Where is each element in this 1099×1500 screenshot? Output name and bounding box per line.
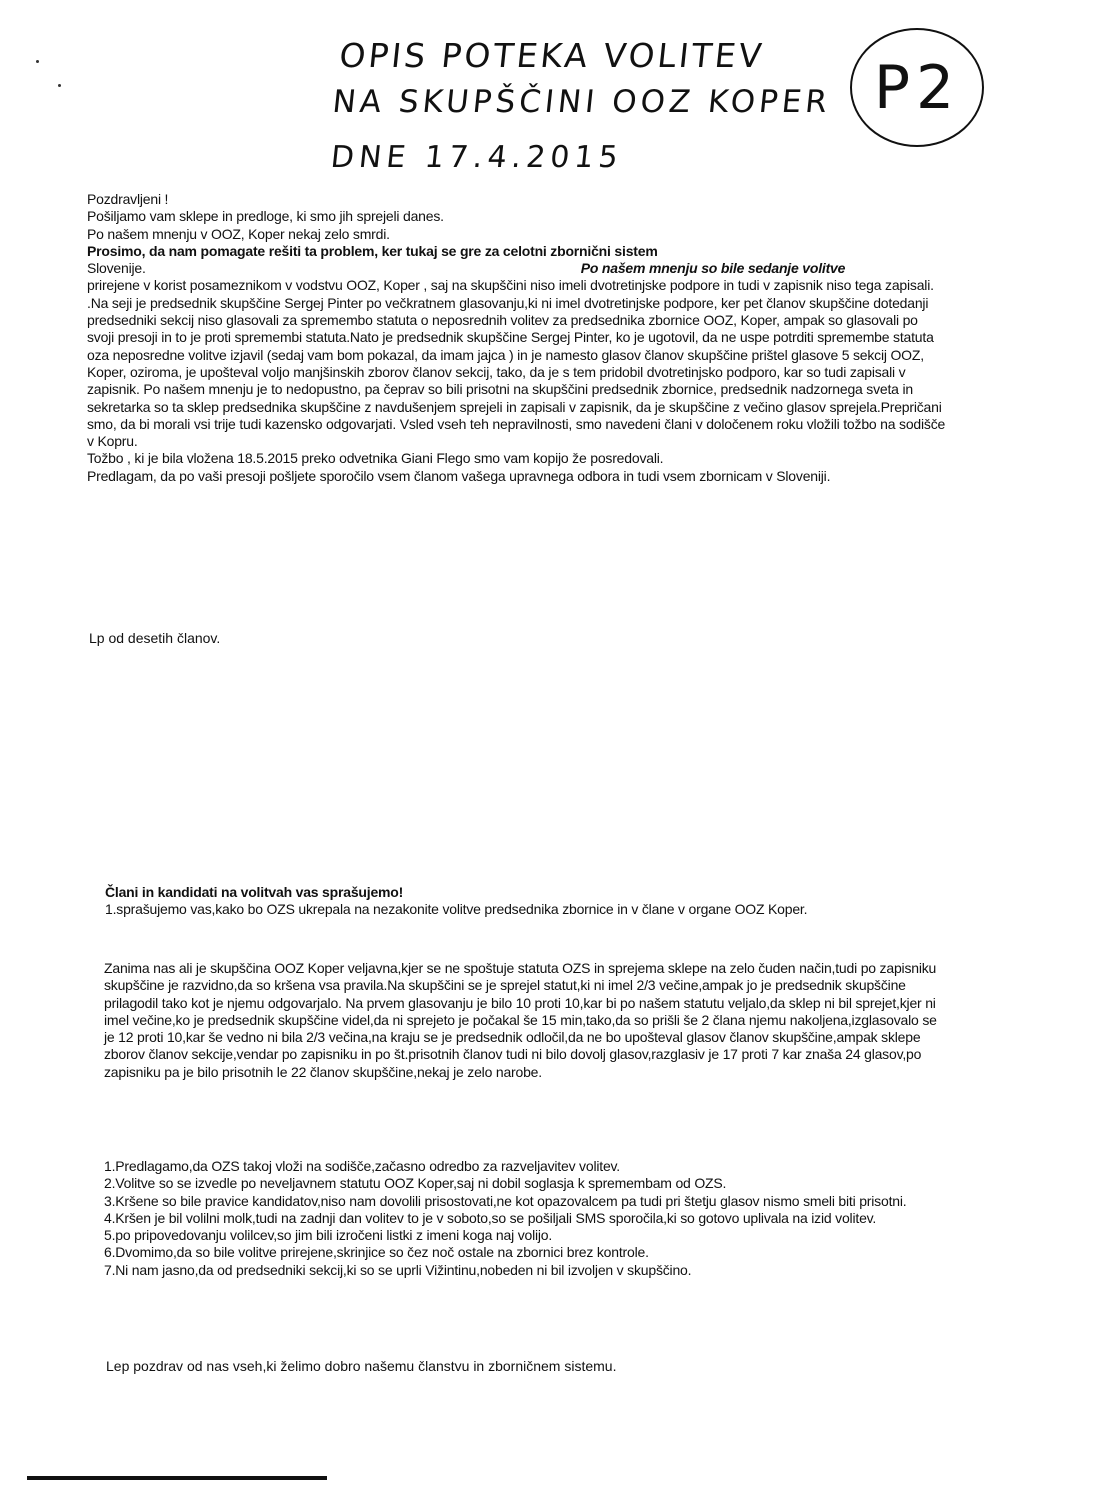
signoff: Lp od desetih članov. <box>89 630 221 646</box>
document-stamp <box>850 28 984 147</box>
scan-speck <box>58 84 61 87</box>
handwritten-line-1: OPIS POTEKA VOLITEV <box>337 36 767 75</box>
list-item: 6.Dvomimo,da so bile volitve prirejene,skrinjice so čez noč ostale na zbornici brez kontrole. <box>104 1244 649 1261</box>
proposal-list <box>104 1158 949 1279</box>
letter-line: Pošiljamo vam sklepe in predloge, ki smo jih sprejeli danes. <box>87 208 444 225</box>
list-item: 7.Ni nam jasno,da od predsedniki sekcij,ki so se uprli Vižintinu,nobeden ni bil izvoljen v skupščino. <box>104 1261 692 1278</box>
letter-line: Po našem mnenju v OOZ, Koper nekaj zelo smrdi. <box>87 225 390 242</box>
list-item: 5.po pripovedovanju volilcev,so jim bili izročeni listki z imeni koga naj volijo. <box>104 1227 553 1244</box>
opinion-text: Po našem mnenju so bile sedanje volitve <box>580 260 846 277</box>
letter-line: Tožbo , ki je bila vložena 18.5.2015 preko odvetnika Giani Flego smo vam kopijo že posredovali. <box>87 450 664 467</box>
scan-speck <box>36 60 39 63</box>
question-1: 1.sprašujemo vas,kako bo OZS ukrepala na nezakonite volitve predsednika zbornice in v člane v organe OOZ Koper. <box>105 901 808 918</box>
greeting: Pozdravljeni ! <box>87 191 169 207</box>
list-item: 4.Kršen je bil volilni molk,tudi na zadnji dan volitev to je v soboto,so se pošiljali SMS sporočila,ki so gotovo uplivala na izid volitev. <box>104 1209 877 1226</box>
questions-intro-block <box>105 884 945 919</box>
slovenije-line <box>87 260 947 277</box>
handwritten-title <box>296 14 874 184</box>
questions-body: Zanima nas ali je skupščina OOZ Koper veljavna,kjer se ne spoštuje statuta OZS in sprejema sklepe na zelo čuden način,tudi po zapisniku skupščine je razvidno,da so kršena vsa pravila.Na skupščini se je sprejel statut,ki ni imel 2/3 večine,ampak jo je predsednik skupščine prilagodil tako kot je njemu odgovarjalo. Na prvem glasovanju je bilo 10 proti 10,kar bi po našem statutu veljalo,da sklep ni bil sprejet,kjer ni imel večine,ko je predsednik skupščine videl,da ni sprejeto je počakal še 15 min,tako,da so prišli še 2 člana njemu nakoljena,izglasovalo se je 12 proti 10,kar še vedno ni bila 2/3 večina,na kraju se je predsednik odločil,da ne bo upošteval glasov članov skupščine,ampak sklepe zborov članov sekcije,vendar po zapisniku in po št.prisotnih članov tudi ni bilo dovolj glasov,razglasiv je 17 proti 7 kar znaša 24 glasov,po zapisniku pa je bilo prisotnih le 22 članov skupščine,nekaj je zelo narobe. <box>104 960 937 1080</box>
list-item: 3.Kršene so bile pravice kandidatov,niso nam dovolili prisostovati,ne kot opazovalcem pa tudi pri štetju glasov nismo smeli biti prisotni. <box>104 1192 907 1209</box>
questions-intro: Člani in kandidati na volitvah vas sprašujemo! <box>105 884 404 900</box>
handwritten-line-3: DNE 17.4.2015 <box>329 140 625 175</box>
letter-paragraph: .Na seji je predsednik skupščine Sergej Pinter po večkratnem glasovanju,ki ni imel dvotretinjske podpore, ker pet članov skupščine dotedanji predsedniki sekcij niso glasovali za spremembo statuta o neposrednih volitev za predsednika zbornice OOZ, Koper, ampak so glasovali po svoji presoji in to je proti spremembi statuta.Nato je predsednik skupščine Sergej Pinter, ko je ugotovil, da ne uspe potrditi spremembe statuta oza neposredne volitve izjavil (sedaj vam bom pokazal, da imam jajca ) in je namesto glasov članov skupščine prištel glasove 5 sekcij OOZ, Koper, oziroma, je upošteval voljo manjšinskih zborov članov sekcij, tako, da je s tem pridobil dvotretinjsko podporo, kar so tudi zapisali v zapisnik. Po našem mnenju je to nedopustno, pa čeprav so bili prisotni na skupščini predsednik zbornice, predsednik nadzornega sveta in sekretarka so ta sklep predsednika skupščine z navdušenjem sprejeli in zapisali v zapisnik, da je skupščine z večino glasov sprejela.Prepričani smo, da bi morali vsi trije tudi kazensko odgovarjati. Vsled vseh teh nepravilnosti, smo navedeni člani v določenem roku vložili tožbo na sodišče v Kopru. <box>87 294 946 450</box>
closing-line: Lep pozdrav od nas vseh,ki želimo dobro našemu članstvu in zborničnem sistemu. <box>106 1358 617 1374</box>
handwritten-line-2: NA SKUPŠČINI OOZ KOPER <box>330 84 833 120</box>
slovenije-text: Slovenije. <box>87 260 146 277</box>
list-item: 1.Predlagamo,da OZS takoj vloži na sodišče,začasno odredbo za razveljavitev volitev. <box>104 1158 620 1174</box>
list-item: 2.Volitve so se izvedle po neveljavnem statutu OOZ Koper,saj ni dobil soglasja k spremembam od OZS. <box>104 1175 727 1192</box>
letter-line: Prosimo, da nam pomagate rešiti ta problem, ker tukaj se gre za celotni zbornični sistem <box>87 242 658 259</box>
stamp-label: P2 <box>873 52 961 123</box>
letter-line: prirejene v korist posameznikom v vodstvu OOZ, Koper , saj na skupščini niso imeli dvotretinjske podpore in tudi v zapisnik niso tega zapisali. <box>87 277 934 294</box>
letter-line: Predlagam, da po vaši presoji pošljete sporočilo vsem članom vašega upravnega odbora in tudi vsem zbornicam v Sloveniji. <box>87 467 831 484</box>
bottom-rule <box>27 1476 327 1480</box>
letter-body <box>87 191 947 485</box>
